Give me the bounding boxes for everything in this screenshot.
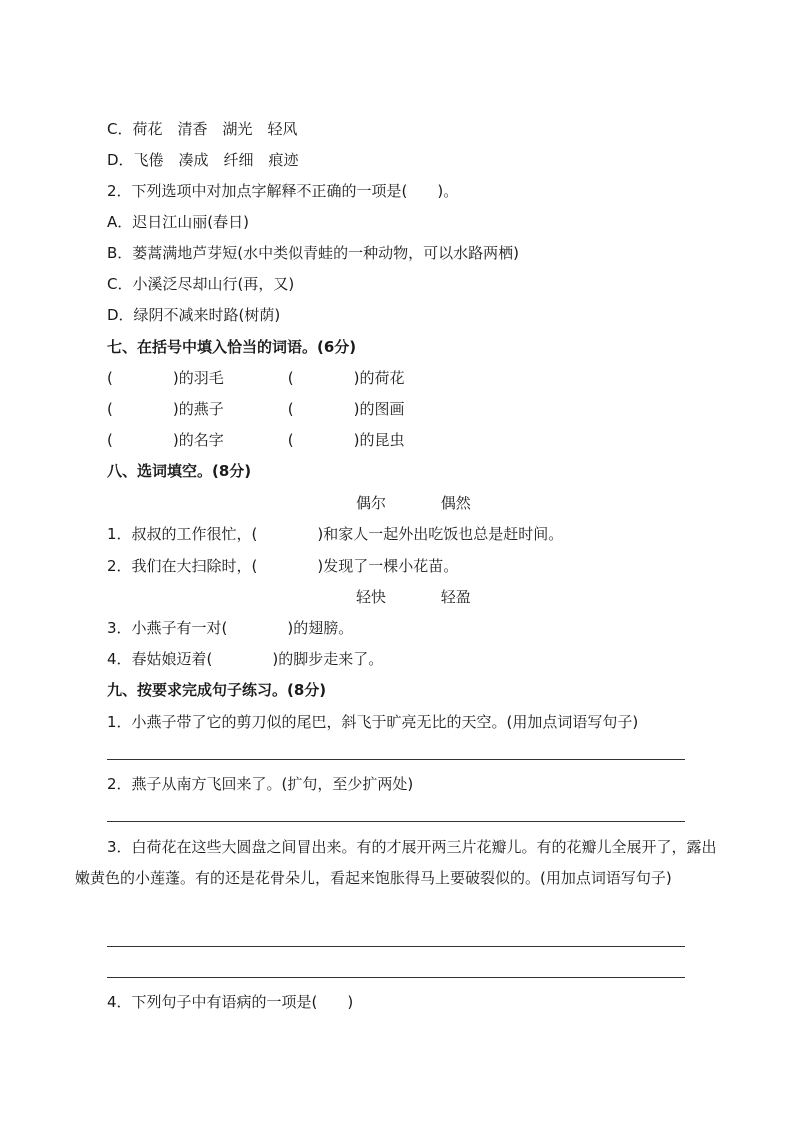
fill-question-3: 3．小燕子有一对( )的翅膀。: [107, 619, 354, 637]
question-2-stem: 2．下列选项中对加点字解释不正确的一项是( )。: [107, 182, 459, 200]
answer-line[interactable]: [107, 759, 685, 760]
sentence-question-2: 2．燕子从南方飞回来了。(扩句，至少扩两处): [107, 775, 414, 793]
word-choice-group-1: [356, 492, 471, 514]
q2-option-a: A．迟日江山丽(春日): [107, 213, 249, 231]
fill-row: [107, 367, 405, 389]
word-option: 轻快: [356, 588, 387, 606]
fill-row: [107, 398, 405, 420]
q2-option-c: C．小溪泛尽却山行(再，又): [107, 275, 295, 293]
answer-line[interactable]: [107, 977, 685, 978]
fill-blank-item: ( )的名字: [107, 431, 224, 449]
q2-option-d: D．绿阴不减来时路(树荫): [107, 306, 281, 324]
option-c: C．荷花 清香 湖光 轻风: [107, 120, 298, 138]
word-option: 轻盈: [440, 588, 471, 606]
fill-blank-item: ( )的昆虫: [287, 431, 405, 449]
word-option: 偶然: [440, 494, 471, 512]
fill-blank-item: ( )的图画: [287, 400, 405, 418]
sentence-question-3: 3．白荷花在这些大圆盘之间冒出来。有的才展开两三片花瓣儿。有的花瓣儿全展开了，露出嫩黄色的小莲蓬。有的还是花骨朵儿，看起来饱胀得马上要破裂似的。(用加点词语写句子): [75, 838, 717, 887]
q2-option-b: B．蒌蒿满地芦芽短(水中类似青蛙的一种动物，可以水路两栖): [107, 244, 519, 262]
word-option: 偶尔: [356, 494, 387, 512]
fill-row: [107, 429, 405, 451]
section-7-title: 七、在括号中填入恰当的词语。(6分): [107, 338, 357, 356]
fill-question-4: 4．春姑娘迈着( )的脚步走来了。: [107, 650, 384, 668]
fill-blank-item: ( )的荷花: [287, 369, 405, 387]
fill-question-1: 1．叔叔的工作很忙，( )和家人一起外出吃饭也总是赶时间。: [107, 525, 564, 543]
sentence-question-4: 4．下列句子中有语病的一项是( ): [107, 993, 354, 1011]
option-d: D．飞倦 凑成 纤细 痕迹: [107, 151, 299, 169]
sentence-question-1: 1．小燕子带了它的剪刀似的尾巴，斜飞于旷亮无比的天空。(用加点词语写句子): [107, 713, 639, 731]
fill-blank-item: ( )的燕子: [107, 400, 224, 418]
section-9-title: 九、按要求完成句子练习。(8分): [107, 681, 327, 699]
word-choice-group-2: [356, 586, 471, 608]
answer-line[interactable]: [107, 821, 685, 822]
fill-blank-item: ( )的羽毛: [107, 369, 224, 387]
fill-question-2: 2．我们在大扫除时，( )发现了一棵小花苗。: [107, 557, 459, 575]
section-8-title: 八、选词填空。(8分): [107, 462, 252, 480]
answer-line[interactable]: [107, 946, 685, 947]
